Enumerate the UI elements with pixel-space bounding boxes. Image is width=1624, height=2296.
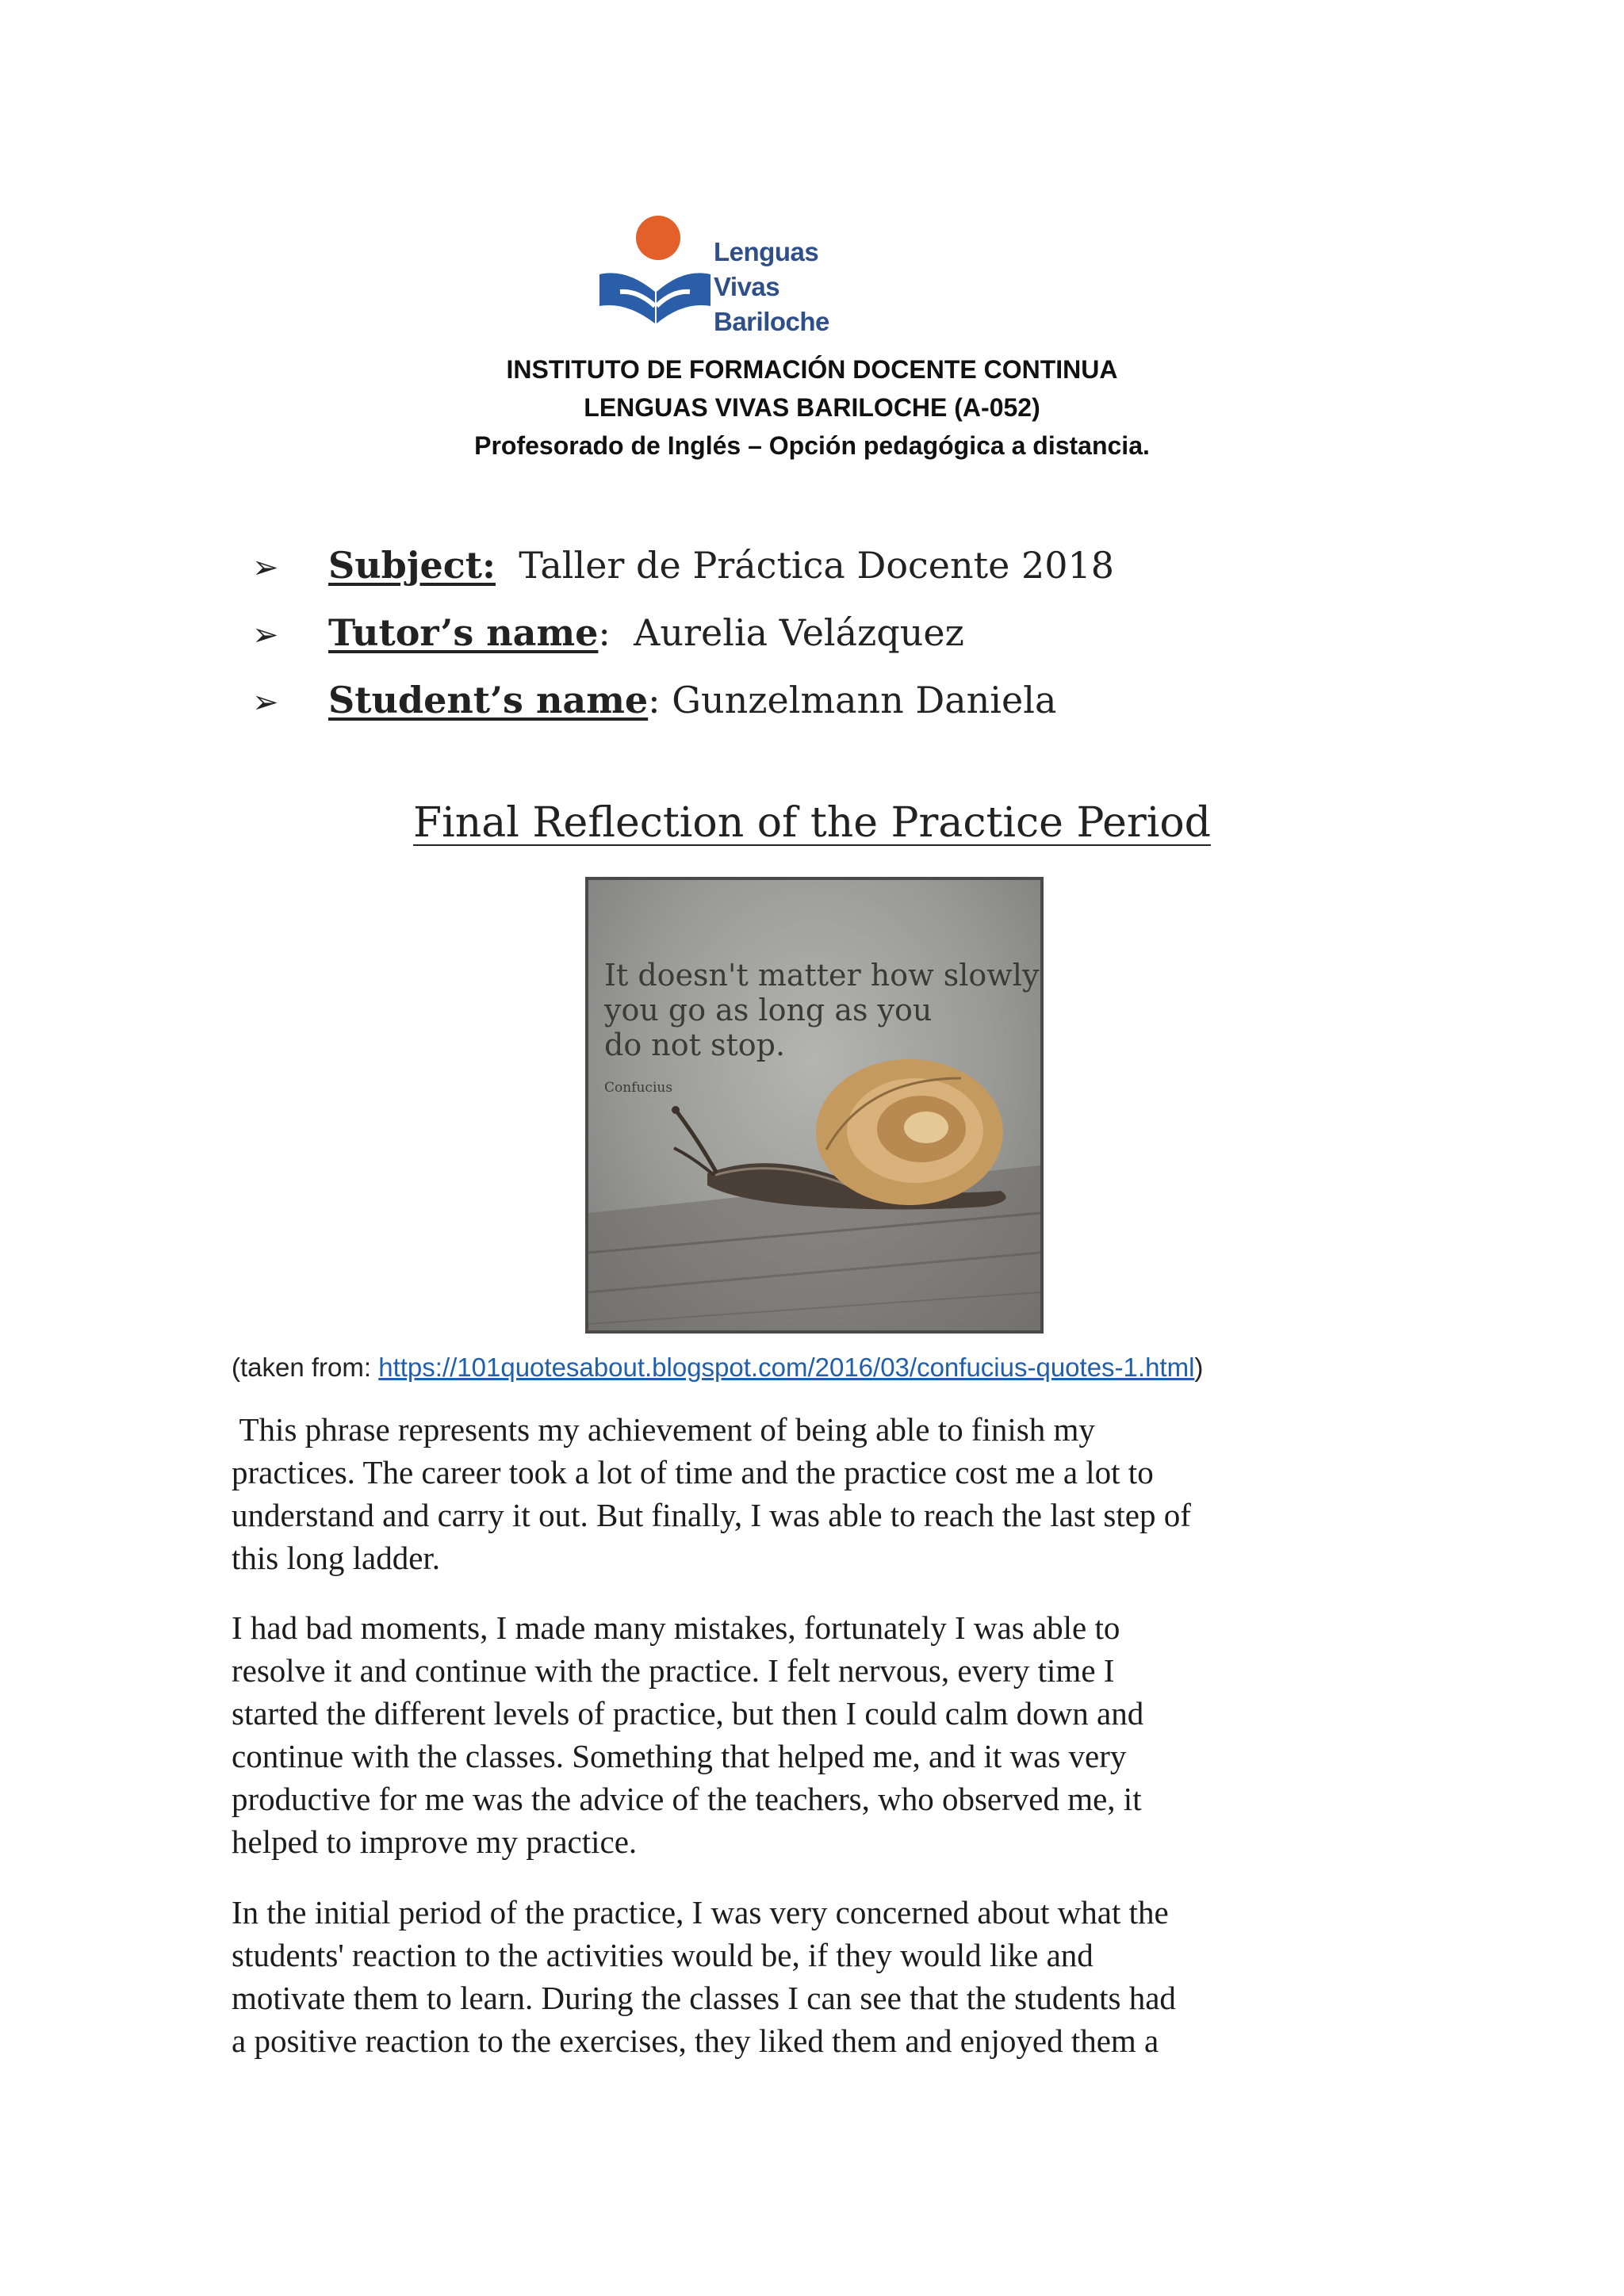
info-list (252, 544, 1114, 746)
program-name: Profesorado de Inglés – Opción pedagógica a distancia. (474, 431, 1150, 460)
open-book-logo-icon (596, 212, 715, 331)
student-value: Gunzelmann Daniela (672, 679, 1057, 721)
paragraph-line: I had bad moments, I made many mistakes, fortunately I was able to (232, 1609, 1120, 1646)
paragraph-line: continue with the classes. Something that helped me, and it was very (232, 1738, 1127, 1774)
caption-prefix: (taken from: (232, 1353, 379, 1382)
institute-header (0, 350, 1624, 465)
arrow-bullet-icon: ➢ (252, 549, 279, 586)
paragraph-line: resolve it and continue with the practice. I felt nervous, every time I (232, 1652, 1115, 1689)
student-label: Student’s name (328, 679, 649, 721)
info-item-subject (252, 544, 1114, 611)
quote-author: Confucius (604, 1080, 673, 1096)
caption-suffix: ) (1194, 1353, 1204, 1382)
paragraph-1 (232, 1408, 1397, 1579)
paragraph-line: In the initial period of the practice, I was very concerned about what the (232, 1894, 1169, 1931)
paragraph-3 (232, 1891, 1397, 2062)
logo-text (714, 235, 882, 339)
logo-line-2: Bariloche (714, 307, 829, 336)
institute-logo (596, 212, 882, 336)
paragraph-line: this long ladder. (232, 1540, 441, 1576)
institute-name: INSTITUTO DE FORMACIÓN DOCENTE CONTINUA (506, 355, 1118, 384)
paragraph-line: started the different levels of practice, but then I could calm down and (232, 1695, 1144, 1732)
paragraph-line: This phrase represents my achievement of being able to finish my (232, 1411, 1095, 1448)
tutor-value: Aurelia Velázquez (634, 611, 964, 654)
subject-value: Taller de Práctica Docente 2018 (519, 544, 1115, 587)
source-link[interactable]: https://101quotesabout.blogspot.com/2016/03/confucius-quotes-1.html (378, 1353, 1195, 1382)
snail-illustration (588, 880, 1040, 1330)
quote-image (585, 877, 1044, 1334)
quote-line-2: you go as long as you (604, 993, 933, 1027)
paragraph-line: students' reaction to the activities would be, if they would like and (232, 1937, 1094, 1973)
quote-text (604, 958, 1039, 1062)
paragraph-line: practices. The career took a lot of time and the practice cost me a lot to (232, 1454, 1154, 1490)
paragraph-line: a positive reaction to the exercises, they liked them and enjoyed them a (232, 2022, 1159, 2059)
paragraph-line: productive for me was the advice of the teachers, who observed me, it (232, 1781, 1142, 1817)
info-item-student: ➢ Student’s name : Gunzelmann Daniela (252, 679, 1057, 721)
tutor-label: Tutor’s name (328, 611, 599, 654)
quote-line-3: do not stop. (604, 1027, 786, 1062)
arrow-bullet-icon: ➢ (252, 684, 279, 721)
image-caption (232, 1353, 1203, 1383)
institute-code: LENGUAS VIVAS BARILOCHE (A-052) (584, 393, 1040, 422)
subject-label: Subject: (328, 544, 496, 587)
logo-line-1: Lenguas Vivas (714, 237, 819, 301)
arrow-bullet-icon: ➢ (252, 617, 279, 653)
quote-line-1: It doesn't matter how slowly (604, 958, 1040, 993)
paragraph-2 (232, 1606, 1397, 1863)
info-item-tutor: ➢ Tutor’s name : Aurelia Velázquez (252, 611, 964, 654)
paragraph-line: understand and carry it out. But finally, I was able to reach the last step of (232, 1497, 1191, 1533)
paragraph-line: helped to improve my practice. (232, 1823, 638, 1860)
paragraph-line: motivate them to learn. During the classes I can see that the students had (232, 1980, 1176, 2016)
page-title: Final Reflection of the Practice Period (413, 799, 1211, 847)
